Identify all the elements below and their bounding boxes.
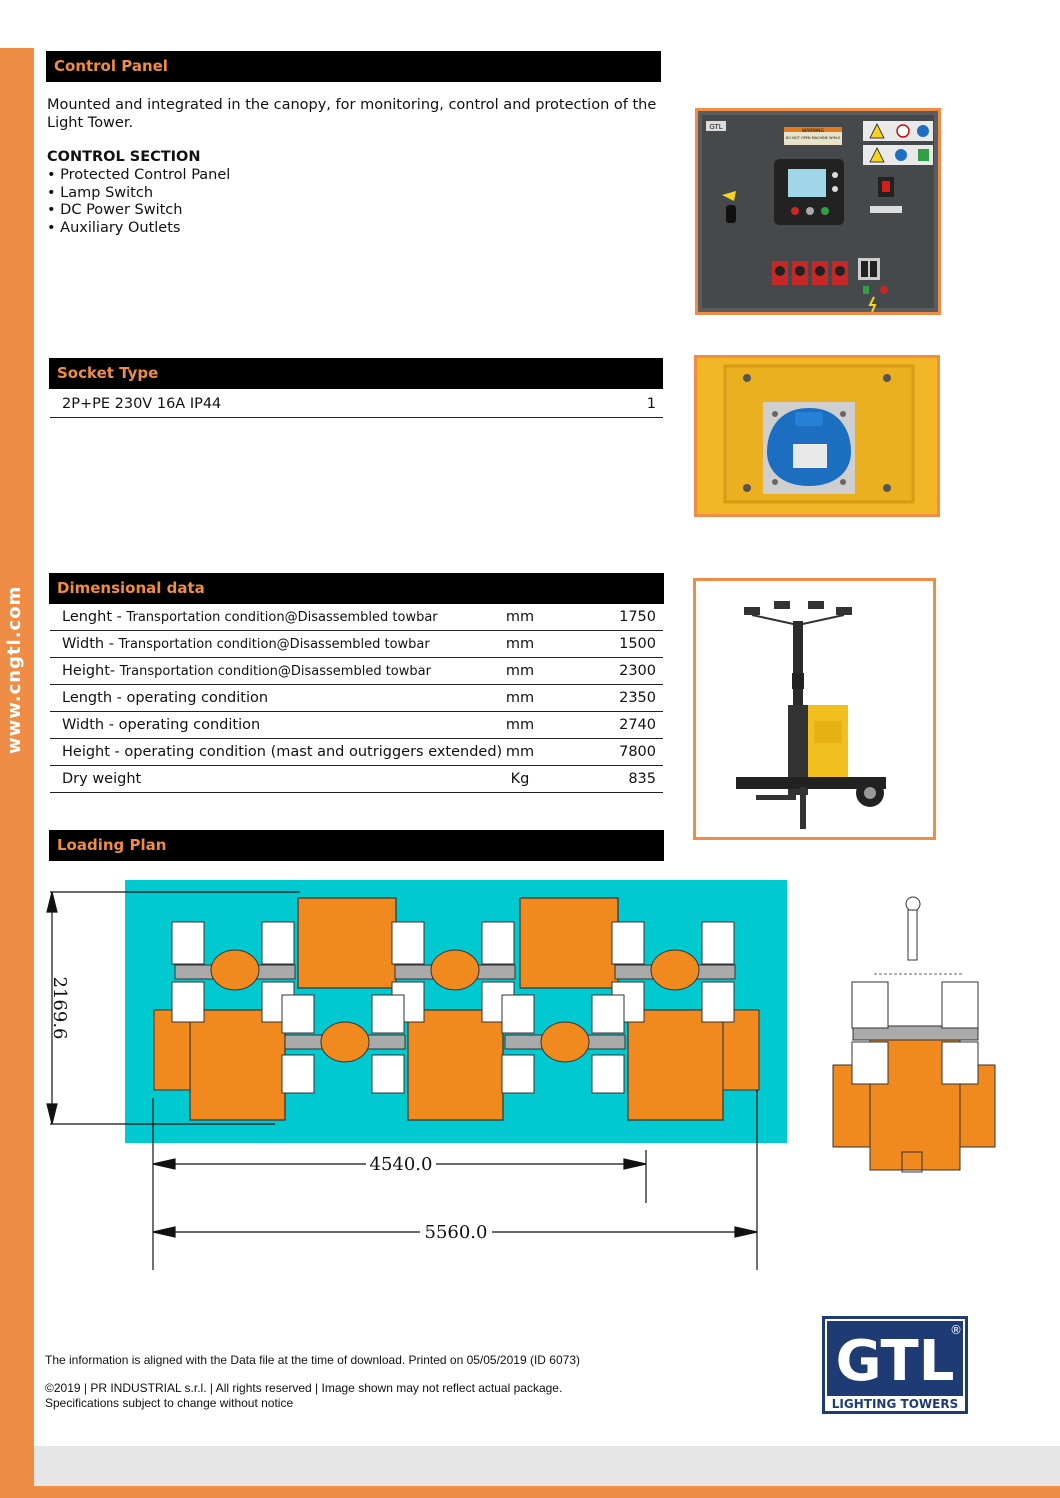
dimension-width-2: 5560.0 (424, 1222, 488, 1243)
row-value: 835 (628, 771, 656, 787)
row-value: 1500 (619, 636, 656, 652)
row-unit: mm (505, 636, 535, 652)
logo-subtitle: LIGHTING TOWERS (831, 1397, 959, 1411)
panel-brand: GTL (709, 123, 723, 131)
single-machine-view (833, 897, 995, 1172)
light-tower-photo (693, 578, 936, 840)
row-value: 1750 (619, 609, 656, 625)
row-unit: mm (505, 663, 535, 679)
control-item: • Protected Control Panel (47, 167, 230, 185)
socket-quantity: 1 (646, 396, 656, 412)
panel-warning-sub: DO NOT OPEN MACHINE WHILE (785, 136, 841, 140)
control-item: • Auxiliary Outlets (47, 220, 230, 238)
dimension-width-1: 4540.0 (369, 1154, 433, 1175)
row-label: Lenght - Transportation condition@Disassembled towbar (62, 609, 438, 625)
dimension-height: 2169.6 (49, 976, 70, 1040)
table-row (50, 766, 663, 793)
bottom-band (34, 1446, 1060, 1486)
table-row (50, 739, 663, 766)
table-row (50, 658, 663, 685)
table-row (50, 712, 663, 739)
table-row (50, 604, 663, 631)
row-label: Height- Transportation condition@Disassembled towbar (62, 663, 431, 679)
footer-info: The information is aligned with the Data file at the time of download. Printed on 05/05/2019 (ID 6073) (45, 1353, 580, 1367)
control-section-list (47, 167, 230, 237)
socket-row (50, 393, 663, 418)
disclaimer-line: Specifications subject to change without notice (45, 1396, 294, 1410)
socket-photo (694, 355, 940, 517)
row-value: 2740 (619, 717, 656, 733)
logo-text: GTL (835, 1329, 955, 1394)
logo-registered: ® (950, 1323, 962, 1337)
gtl-logo[interactable] (822, 1316, 968, 1414)
row-label: Width - Transportation condition@Disassembled towbar (62, 636, 430, 652)
table-row (50, 631, 663, 658)
control-section-title: CONTROL SECTION (47, 149, 201, 165)
row-unit: mm (505, 609, 535, 625)
row-label: Width - operating condition (62, 717, 261, 733)
bottom-stripe (34, 1486, 1060, 1498)
row-label: Dry weight (62, 771, 142, 787)
loading-plan-header: Loading Plan (49, 830, 664, 861)
control-panel-description: Mounted and integrated in the canopy, for monitoring, control and protection of the Light Tower. (47, 97, 657, 131)
side-bar (0, 48, 34, 1498)
footer-copyright (45, 1381, 665, 1411)
row-unit: Kg (510, 771, 530, 787)
loading-plan-drawing (30, 870, 1030, 1280)
row-label: Length - operating condition (62, 690, 269, 706)
control-panel-header: Control Panel (46, 51, 661, 82)
control-item: • Lamp Switch (47, 185, 230, 203)
panel-warning: WARNING (802, 129, 824, 134)
row-unit: mm (505, 717, 535, 733)
row-unit: mm (505, 744, 535, 760)
table-row (50, 685, 663, 712)
control-item: • DC Power Switch (47, 202, 230, 220)
dimensional-data-header: Dimensional data (49, 573, 664, 604)
socket-label: 2P+PE 230V 16A IP44 (62, 396, 222, 412)
website-url[interactable]: www.cngtl.com (4, 585, 25, 754)
row-label: Height - operating condition (mast and outriggers extended) (62, 744, 503, 760)
copyright-line: ©2019 | PR INDUSTRIAL s.r.l. | All rights reserved | Image shown may not reflect actual package. (45, 1381, 563, 1395)
socket-type-header: Socket Type (49, 358, 663, 389)
row-value: 7800 (619, 744, 656, 760)
control-panel-photo (695, 108, 941, 315)
row-unit: mm (505, 690, 535, 706)
row-value: 2350 (619, 690, 656, 706)
row-value: 2300 (619, 663, 656, 679)
